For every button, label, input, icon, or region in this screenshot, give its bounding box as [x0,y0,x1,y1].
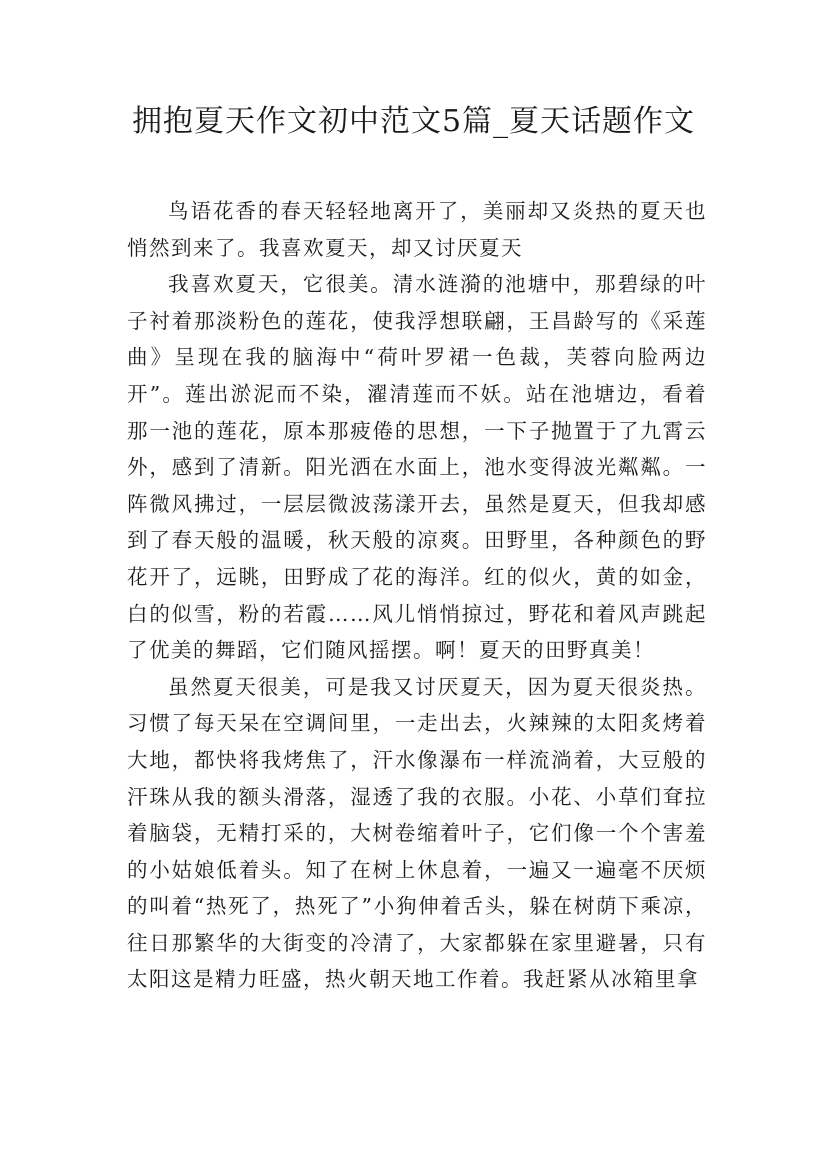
paragraph-2: 我喜欢夏天，它很美。清水涟漪的池塘中，那碧绿的叶子衬着那淡粉色的莲花，使我浮想联翩，王昌龄写的《采莲曲》呈现在我的脑海中“荷叶罗裙一色裁，芙蓉向脸两边开”。莲出淤泥而不染，濯清莲而不妖。站在池塘边，看着那一池的莲花，原本那疲倦的思想，一下子抛置于了九霄云外，感到了清新。阳光洒在水面上，池水变得波光粼粼。一阵微风拂过，一层层微波荡漾开去，虽然是夏天，但我却感到了春天般的温暖，秋天般的凉爽。田野里，各种颜色的野花开了，远眺，田野成了花的海洋。红的似火，黄的如金，白的似雪，粉的若霞……风儿悄悄掠过，野花和着风声跳起了优美的舞蹈，它们随风摇摆。啊！夏天的田野真美！ [127,272,707,663]
document-body [127,193,707,998]
paragraph-3: 虽然夏天很美，可是我又讨厌夏天，因为夏天很炎热。习惯了每天呆在空调间里，一走出去，火辣辣的太阳炙烤着大地，都快将我烤焦了，汗水像瀑布一样流淌着，大豆般的汗珠从我的额头滑落，湿透了我的衣服。小花、小草们耷拉着脑袋，无精打采的，大树卷缩着叶子，它们像一个个害羞的小姑娘低着头。知了在树上休息着，一遍又一遍毫不厌烦的叫着“热死了，热死了”小狗伸着舌头，躲在树荫下乘凉，往日那繁华的大街变的冷清了，大家都躲在家里避暑，只有太阳这是精力旺盛，热火朝天地工作着。我赶紧从冰箱里拿 [127,674,707,992]
document-title: 拥抱夏天作文初中范文5篇_夏天话题作文 [131,104,696,139]
paragraph-1: 鸟语花香的春天轻轻地离开了，美丽却又炎热的夏天也悄然到来了。我喜欢夏天，却又讨厌夏天 [127,199,707,260]
